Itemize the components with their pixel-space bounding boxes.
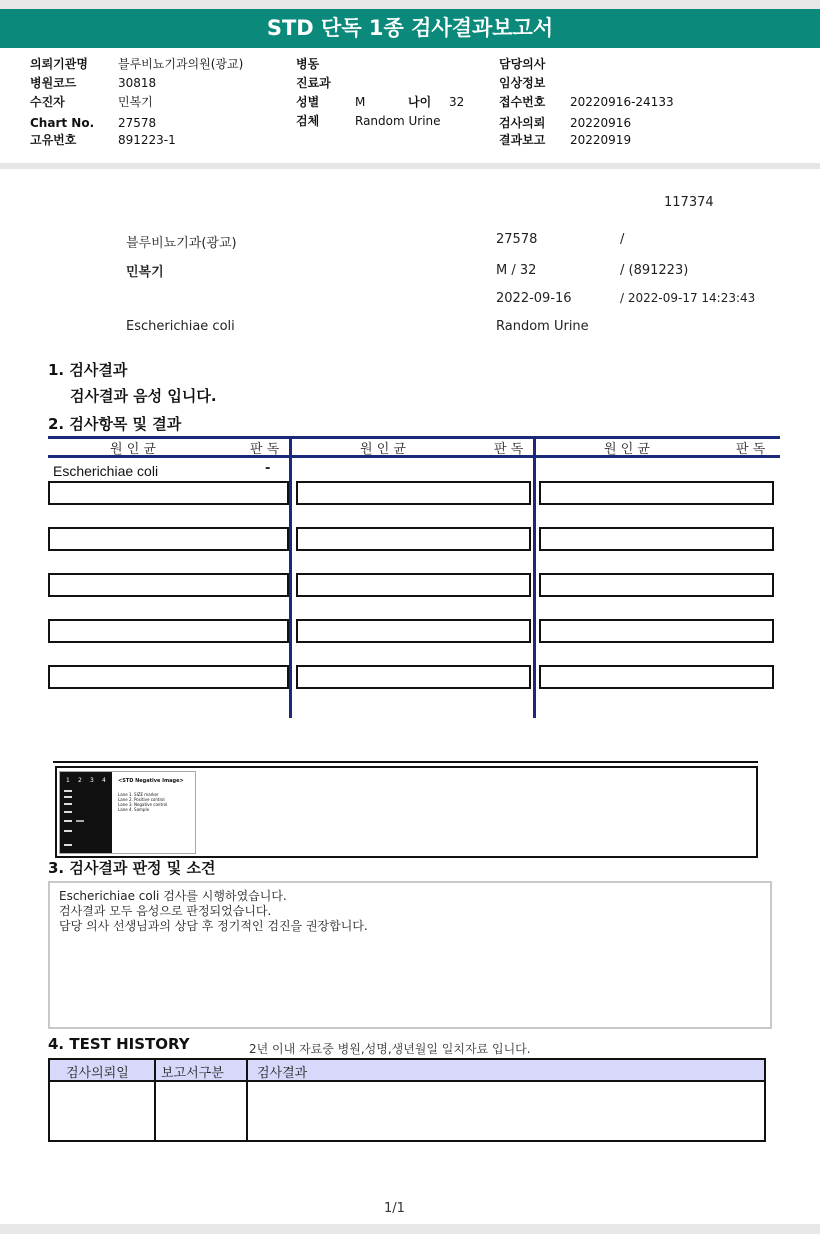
clinical-label: 임상정보: [499, 76, 546, 90]
result-cell: [296, 527, 531, 551]
report-title: STD 단독 1종 검사결과보고서: [0, 9, 820, 48]
result-cell: [539, 619, 774, 643]
summary-sex-age: M / 32: [496, 263, 537, 278]
chart-value: 27578: [118, 116, 157, 130]
specimen-value: Random Urine: [355, 114, 441, 128]
patient-value: 민복기: [118, 95, 153, 109]
col-organism-1: 원 인 균: [110, 442, 156, 457]
gel-legend-item: Lane 3. Negative control: [118, 802, 168, 807]
ward-label: 병동: [296, 57, 320, 71]
summary-birth: / (891223): [620, 263, 689, 278]
gel-legend-item: Lane 4. Sample: [118, 807, 150, 812]
opinion-line: Escherichiae coli 검사를 시행하였습니다.: [59, 889, 287, 903]
result-cell: [539, 573, 774, 597]
result-cell: [48, 527, 289, 551]
gel-image: [59, 771, 196, 854]
doctor-label: 담당의사: [499, 57, 546, 71]
specimen-label: 검체: [296, 114, 320, 128]
result-cell: [48, 481, 289, 505]
request-value: 20220916: [570, 116, 632, 130]
result-cell: [539, 481, 774, 505]
id-value: 891223-1: [118, 133, 176, 147]
result-cell: [296, 619, 531, 643]
dept-label: 진료과: [296, 76, 331, 90]
result-label: 결과보고: [499, 133, 546, 147]
gel-photo: [60, 772, 112, 853]
col-result-1: 판 독: [250, 442, 280, 457]
result-cell: [48, 573, 289, 597]
request-label: 검사의뢰: [499, 116, 546, 130]
summary-specimen: Random Urine: [496, 319, 589, 334]
sex-label: 성별: [296, 95, 320, 109]
col-result-3: 판 독: [736, 442, 766, 457]
bottom-strip: [0, 1224, 820, 1234]
result-cell: [296, 573, 531, 597]
age-value: 32: [449, 95, 465, 109]
gel-band: [64, 803, 72, 805]
result-cell: [296, 481, 531, 505]
summary-hospital: 블루비뇨기과(광교): [126, 236, 237, 251]
hospital-value: 블루비뇨기과의원(광교): [118, 57, 244, 71]
result-cell: [539, 527, 774, 551]
section1-title: 1. 검사결과: [48, 361, 128, 379]
table-top-line: [48, 436, 780, 439]
col-result-2: 판 독: [494, 442, 524, 457]
history-note: 2년 이내 자료중 병원,성명,생년월일 일치자료 입니다.: [249, 1042, 531, 1056]
lane-number: 3: [90, 777, 94, 784]
gel-band: [64, 796, 72, 798]
col-organism-3: 원 인 균: [604, 442, 650, 457]
gel-band: [76, 820, 84, 822]
receipt-value: 20220916-24133: [570, 95, 674, 109]
header-separator: [0, 163, 820, 169]
opinion-line: 검사결과 모두 음성으로 판정되었습니다.: [59, 904, 272, 918]
history-col-type: 보고서구분: [161, 1066, 224, 1081]
history-divider-1: [154, 1060, 156, 1140]
age-label: 나이: [408, 95, 432, 109]
gel-band: [64, 830, 72, 832]
col-organism-2: 원 인 균: [360, 442, 406, 457]
table-divider-1: [289, 436, 292, 718]
result-value: -: [265, 461, 271, 476]
report-number: 117374: [664, 195, 714, 210]
section3-title: 3. 검사결과 판정 및 소견: [48, 859, 216, 877]
gel-legend-item: Lane 2. Positive control: [118, 797, 165, 802]
sex-value: M: [355, 95, 366, 109]
result-value: 20220919: [570, 133, 632, 147]
top-strip: [0, 0, 820, 9]
history-col-result: 검사결과: [257, 1066, 308, 1081]
result-cell: [48, 665, 289, 689]
receipt-label: 접수번호: [499, 95, 546, 109]
table-header-line: [48, 455, 780, 458]
summary-organism: Escherichiae coli: [126, 319, 235, 334]
summary-name: 민복기: [126, 265, 164, 280]
code-value: 30818: [118, 76, 157, 90]
lane-number: 2: [78, 777, 82, 784]
gel-title: <STD Negative Image>: [118, 778, 184, 784]
gel-band: [64, 844, 72, 846]
history-table: [48, 1058, 766, 1142]
gel-legend-item: Lane 1. SIZE marker: [118, 792, 159, 797]
gel-band: [64, 820, 72, 822]
opinion-line: 담당 의사 선생님과의 상담 후 정기적인 검진을 권장합니다.: [59, 919, 368, 933]
history-header-row: [50, 1060, 764, 1082]
section4-title: 4. TEST HISTORY: [48, 1035, 190, 1053]
history-col-date: 검사의뢰일: [66, 1066, 129, 1081]
id-label: 고유번호: [30, 133, 77, 147]
gel-band: [64, 811, 72, 813]
gel-band: [64, 790, 72, 792]
table-divider-2: [533, 436, 536, 718]
lane-number: 1: [66, 777, 70, 784]
summary-date: 2022-09-16: [496, 291, 572, 306]
section1-text: 검사결과 음성 입니다.: [70, 387, 217, 405]
chart-label: Chart No.: [30, 116, 95, 130]
summary-datetime: / 2022-09-17 14:23:43: [620, 291, 756, 305]
result-cell: [48, 619, 289, 643]
history-divider-2: [246, 1060, 248, 1140]
opinion-box: [48, 881, 772, 1029]
summary-chart: 27578: [496, 232, 538, 247]
lane-number: 4: [102, 777, 106, 784]
image-top-rule: [53, 761, 758, 763]
summary-slash: /: [620, 232, 625, 247]
result-organism: Escherichiae coli: [53, 463, 159, 479]
page-number: 1/1: [384, 1201, 405, 1216]
code-label: 병원코드: [30, 76, 77, 90]
result-cell: [539, 665, 774, 689]
section2-title: 2. 검사항목 및 결과: [48, 415, 182, 433]
hospital-label: 의뢰기관명: [30, 57, 88, 71]
result-cell: [296, 665, 531, 689]
patient-label: 수진자: [30, 95, 65, 109]
